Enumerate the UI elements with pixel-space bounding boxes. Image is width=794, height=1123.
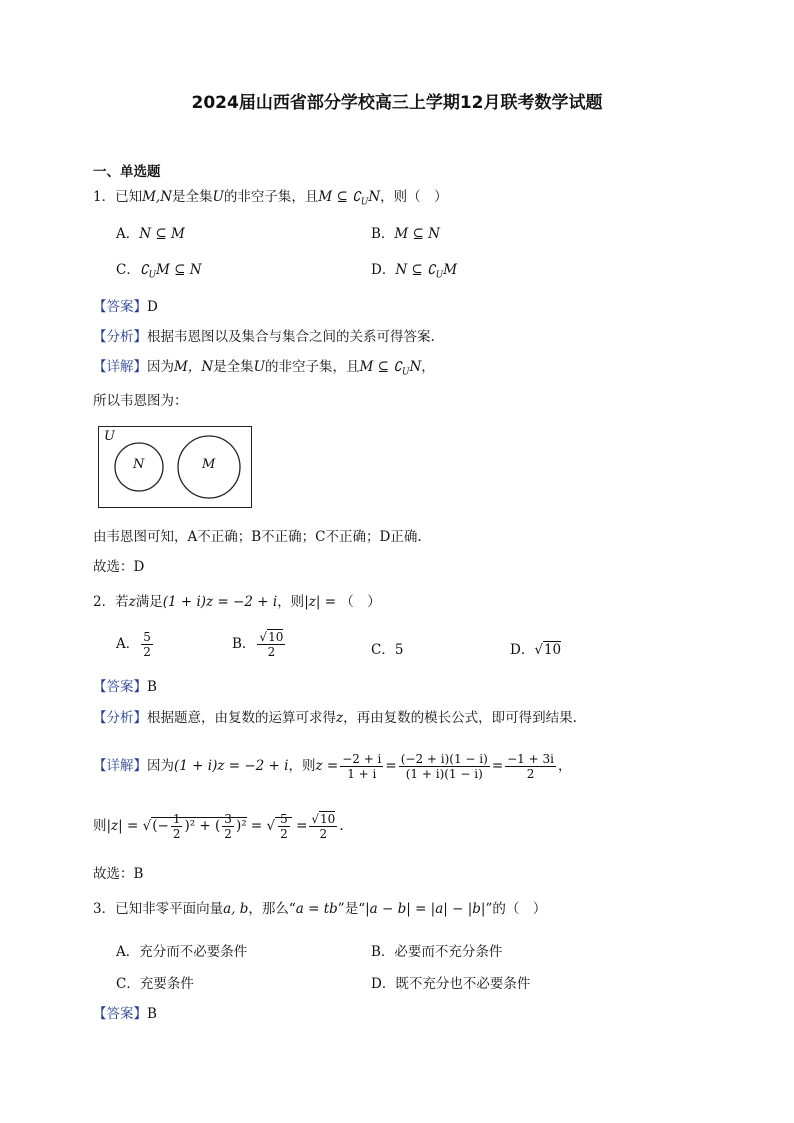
option-text: N ⊆ M — [139, 226, 185, 242]
fraction-numerator: √10 — [311, 812, 336, 826]
q1-stem-cond-n: N — [368, 189, 381, 205]
q2-modulus: 则|z| = √(− $\frac{1}{2}$ )² + ( $\frac{3}{2}$ )² = √ $\frac{5}{2}$ = $\frac{√10}{2}$ . — [93, 812, 344, 841]
answer-tag: 【答案】 — [93, 1006, 147, 1022]
q1-stem-text: 是全集 — [172, 189, 213, 205]
option-label: A． — [116, 944, 140, 960]
modulus-text: = — [296, 818, 308, 834]
page-title: 2024届山西省部分学校高三上学期12月联考数学试题 — [191, 93, 603, 113]
detail-text: ， — [557, 758, 572, 774]
detail-fraction-1 — [340, 752, 383, 781]
q2-stem-abs: |z| — [304, 594, 321, 610]
analysis-tag: 【分析】 — [93, 710, 147, 726]
analysis-text: 根据题意，由复数的运算可求得 — [147, 710, 336, 726]
detail-cond-n: N — [409, 359, 422, 375]
q2-stem — [93, 593, 381, 611]
fraction-numerator: (−2 + i)(1 − i) — [400, 752, 488, 766]
detail-u: U — [253, 359, 266, 375]
q2-stem-text: ，则 — [277, 594, 305, 610]
q2-stem-z: z — [128, 594, 136, 610]
option-label: B． — [232, 636, 256, 652]
q3-option-b — [371, 940, 502, 960]
q1-stem-vars: M,N — [142, 189, 173, 205]
fraction-numerator: √10 — [259, 630, 284, 644]
q1-choice: 故选：D — [93, 559, 145, 575]
fraction-numerator: 5 — [143, 630, 151, 644]
q1-stem-text: 的非空子集，且 — [223, 189, 319, 205]
q2-analysis — [93, 709, 577, 727]
option-label: C． — [116, 262, 140, 278]
q3-stem-text: 3．已知非零平面向量 — [93, 901, 224, 917]
analysis-z: z — [336, 710, 344, 726]
q2-stem-text: 2．若 — [93, 594, 129, 610]
q3-stem-text: ”是“ — [337, 901, 366, 917]
modulus-text: . — [339, 818, 344, 834]
q1-stem-u: U — [212, 189, 224, 205]
q1-option-c — [116, 258, 202, 281]
fraction-numerator: 5 — [280, 812, 288, 826]
modulus-fraction — [309, 812, 337, 841]
fraction-denominator: 1 + i — [347, 767, 377, 781]
sqrt-value: 10 — [268, 630, 284, 644]
q1-stem — [93, 188, 448, 212]
modulus-text: )² — [235, 818, 247, 834]
fraction-denominator: 2 — [319, 827, 328, 841]
q1-option-d — [371, 258, 457, 281]
option-label: B． — [371, 226, 395, 242]
sqrt-value: 10 — [320, 812, 336, 826]
q2-choice: 故选：B — [93, 866, 144, 882]
modulus-fraction — [278, 812, 290, 841]
modulus-radicand — [151, 812, 247, 841]
q2-stem-text: = （ ） — [320, 594, 381, 610]
detail-fraction-3 — [505, 752, 556, 781]
q1-analysis — [93, 328, 435, 346]
option-label: D． — [371, 976, 396, 992]
detail-vars: M，N — [174, 359, 214, 375]
option-label: D． — [510, 642, 535, 658]
detail-eq: (1 + i)z = −2 + i — [174, 758, 289, 774]
option-text: 既不充分也不必要条件 — [395, 976, 531, 992]
q1-stem-text: ，则（ ） — [380, 189, 448, 205]
fraction-numerator: −2 + i — [342, 752, 382, 766]
answer-value: B — [147, 679, 157, 695]
fraction-denominator: 2 — [224, 827, 232, 841]
q2-stem-text: 满足 — [135, 594, 163, 610]
q1-stem-text: 1．已知 — [93, 189, 143, 205]
q2-option-d: D．√10 — [510, 642, 562, 658]
option-text: 必要而不充分条件 — [394, 944, 503, 960]
option-text: 充要条件 — [139, 976, 194, 992]
venn-svg — [99, 427, 251, 507]
q3-stem-text: ”的（ ） — [485, 901, 547, 917]
q1-option-a — [116, 222, 185, 242]
modulus-radicand — [275, 812, 292, 841]
modulus-fraction — [222, 812, 234, 841]
detail-text: 因为 — [147, 359, 174, 375]
q3-stem-vec: a, b — [223, 901, 249, 917]
answer-tag: 【答案】 — [93, 299, 147, 315]
q3-option-d — [371, 972, 530, 992]
option-label: C． — [116, 976, 140, 992]
q3-stem — [93, 900, 546, 918]
q1-detail — [93, 358, 435, 382]
fraction-denominator: 2 — [172, 827, 181, 841]
modulus-text: 则 — [93, 818, 107, 834]
q2-option-a — [116, 630, 155, 659]
q1-stem-cond: M ⊆ ∁ — [318, 189, 361, 205]
q3-answer — [93, 1005, 157, 1023]
option-label: D． — [371, 262, 396, 278]
fraction-numerator: −1 + 3i — [507, 752, 554, 766]
option-label: A． — [116, 226, 140, 242]
option-text: M ⊆ N — [156, 262, 202, 278]
q3-stem-text: ，那么“ — [248, 901, 296, 917]
venn-label-n: N — [133, 457, 145, 472]
option-text: 5 — [394, 642, 404, 658]
venn-diagram — [98, 426, 252, 508]
option-text: M ⊆ N — [394, 226, 440, 242]
q1-stem-cond-sub: U — [360, 197, 369, 208]
option-sub: U — [435, 270, 444, 281]
fraction-denominator: 2 — [280, 827, 288, 841]
venn-label-u: U — [104, 429, 115, 444]
option-text: ∁ — [139, 262, 149, 278]
option-text: N ⊆ ∁ — [395, 262, 436, 278]
option-text: M — [443, 262, 458, 278]
detail-z: z = — [315, 758, 339, 774]
q2-answer — [93, 678, 157, 696]
detail-cond-sub: U — [401, 367, 410, 378]
detail-text: ， — [421, 359, 435, 375]
fraction-numerator: 1 — [172, 812, 181, 826]
modulus-text: )² + ( — [184, 818, 221, 834]
detail-cond: M ⊆ ∁ — [359, 359, 402, 375]
q1-answer — [93, 298, 158, 316]
option-text: 充分而不必要条件 — [139, 944, 248, 960]
modulus-text: (− — [152, 818, 169, 834]
option-label: B． — [371, 944, 395, 960]
answer-value: D — [147, 299, 158, 315]
fraction-denominator: (1 + i)(1 − i) — [405, 767, 483, 781]
q1-conclusion: 由韦恩图可知，A不正确；B不正确；C不正确；D正确. — [93, 529, 422, 545]
fraction-denominator: 2 — [143, 645, 151, 659]
q3-option-c — [116, 972, 194, 992]
detail-text: 因为 — [147, 758, 174, 774]
fraction-denominator: 2 — [526, 767, 535, 781]
q1-venn-intro: 所以韦恩图为： — [93, 393, 188, 409]
q2-option-b — [232, 630, 287, 659]
detail-text: 是全集 — [213, 359, 254, 375]
q2-detail: 【详解】因为(1 + i)z = −2 + i，则z = $\frac{-2 + i}{1 + i}$ = $\frac{(-2 + i)(1 - i)}{(1 + i)(1 - i)}$ = $\frac{-1 + 3i}{2}$ ， — [93, 752, 572, 781]
answer-value: B — [147, 1006, 157, 1022]
fraction-denominator: 2 — [267, 645, 276, 659]
detail-fraction-2 — [399, 752, 490, 781]
modulus-abs: |z| = — [106, 818, 139, 834]
detail-text: ，则 — [288, 758, 316, 774]
q3-stem-cond2: |a − b| = |a| − |b| — [365, 901, 486, 917]
analysis-tag: 【分析】 — [93, 329, 147, 345]
q3-option-a — [116, 940, 247, 960]
detail-tag: 【详解】 — [93, 359, 147, 375]
option-text: 10 — [543, 642, 562, 658]
analysis-text: 根据韦恩图以及集合与集合之间的关系可得答案. — [147, 329, 435, 345]
answer-tag: 【答案】 — [93, 679, 147, 695]
option-fraction — [257, 630, 285, 659]
modulus-fraction — [171, 812, 183, 841]
option-fraction — [141, 630, 153, 659]
analysis-text: ，再由复数的模长公式，即可得到结果. — [343, 710, 577, 726]
detail-text: 的非空子集，且 — [265, 359, 360, 375]
option-sub: U — [148, 270, 157, 281]
q2-stem-eq: (1 + i)z = −2 + i — [162, 594, 278, 610]
q3-stem-cond1: a = tb — [295, 901, 338, 917]
section-heading: 一、单选题 — [93, 164, 161, 180]
venn-label-m: M — [202, 457, 216, 472]
option-label: C． — [371, 642, 395, 658]
q2-option-c — [371, 638, 403, 658]
detail-tag: 【详解】 — [93, 758, 147, 774]
option-label: A． — [116, 636, 140, 652]
q1-option-b — [371, 222, 440, 242]
modulus-text: = — [250, 818, 263, 834]
fraction-numerator: 3 — [224, 812, 232, 826]
